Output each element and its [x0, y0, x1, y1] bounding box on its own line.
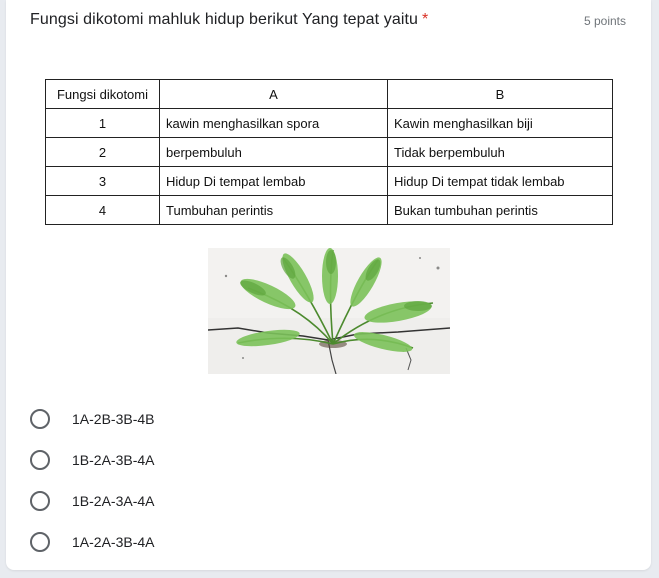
- table-row: [46, 138, 613, 167]
- option-label[interactable]: 1A-2B-3B-4B: [72, 410, 155, 427]
- fern-image: [208, 248, 450, 374]
- option-item[interactable]: [30, 439, 154, 480]
- table-cell: Hidup Di tempat lembab: [160, 167, 388, 196]
- option-item[interactable]: [30, 398, 154, 439]
- table-row: [46, 167, 613, 196]
- table-row: [46, 109, 613, 138]
- radio-button-icon[interactable]: [30, 450, 50, 470]
- table-cell: kawin menghasilkan spora: [160, 109, 388, 138]
- table-header: Fungsi dikotomi: [46, 80, 160, 109]
- table-cell: berpembuluh: [160, 138, 388, 167]
- points-label: 5 points: [583, 14, 626, 28]
- table-header: A: [160, 80, 388, 109]
- option-label[interactable]: 1B-2A-3A-4A: [72, 492, 155, 509]
- table-cell: Kawin menghasilkan biji: [388, 109, 613, 138]
- required-asterisk: *: [422, 11, 429, 28]
- answer-options: [30, 398, 154, 562]
- table-cell: 2: [46, 138, 160, 167]
- question-text: Fungsi dikotomi mahluk hidup berikut Yang tepat yaitu: [30, 11, 419, 28]
- radio-button-icon[interactable]: [30, 409, 50, 429]
- table-cell: 4: [46, 196, 160, 225]
- option-item[interactable]: [30, 521, 154, 562]
- radio-button-icon[interactable]: [30, 491, 50, 511]
- table-cell: Tumbuhan perintis: [160, 196, 388, 225]
- table-header: B: [388, 80, 613, 109]
- table-cell: 1: [46, 109, 160, 138]
- question-card: [6, 0, 651, 570]
- table-cell: 3: [46, 167, 160, 196]
- table-header-row: [46, 80, 613, 109]
- option-item[interactable]: [30, 480, 154, 521]
- radio-button-icon[interactable]: [30, 532, 50, 552]
- option-label[interactable]: 1A-2A-3B-4A: [72, 533, 155, 550]
- question-title: [30, 11, 428, 29]
- option-label[interactable]: 1B-2A-3B-4A: [72, 451, 155, 468]
- table-cell: Tidak berpembuluh: [388, 138, 613, 167]
- table-cell: Hidup Di tempat tidak lembab: [388, 167, 613, 196]
- table-cell: Bukan tumbuhan perintis: [388, 196, 613, 225]
- dichotomy-table: [45, 79, 613, 225]
- table-row: [46, 196, 613, 225]
